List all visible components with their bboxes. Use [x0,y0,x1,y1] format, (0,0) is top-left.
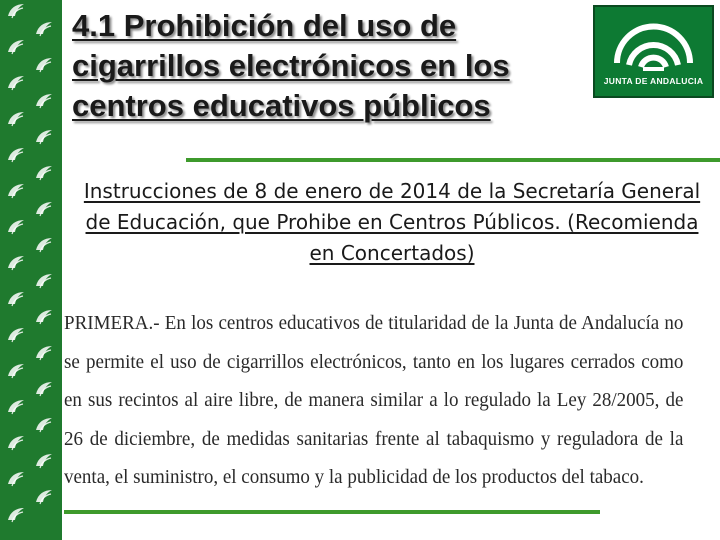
decorative-side-strip [0,0,62,540]
slide-title: 4.1 Prohibición del uso de cigarrillos electrónicos en los centros educativos públicos [72,8,510,123]
slide-subtitle: Instrucciones de 8 de enero de 2014 de la Secretaría General de Educación, que Prohibe en Centros Públicos. (Recomienda en Concertados) [83,179,701,265]
junta-de-andalucia-arches-icon [595,11,712,81]
document-excerpt: PRIMERA.- En los centros educativos de titularidad de la Junta de Andalucía no se permite el uso de cigarrillos electrónicos, tanto en los lugares cerrados como en sus recintos al aire libre, de manera similar a lo regulado la Ley 28/2005, de 26 de diciembre, de medidas sanitarias frente al tabaquismo y reguladora de la venta, el suministro, el consumo y la publicidad de los productos del tabaco. [64,312,684,488]
divider-bottom [64,510,600,514]
divider-top [186,158,720,162]
leaf-pattern-icon [0,0,62,540]
junta-de-andalucia-logo [593,5,714,98]
logo-text: JUNTA DE ANDALUCIA [603,76,704,86]
